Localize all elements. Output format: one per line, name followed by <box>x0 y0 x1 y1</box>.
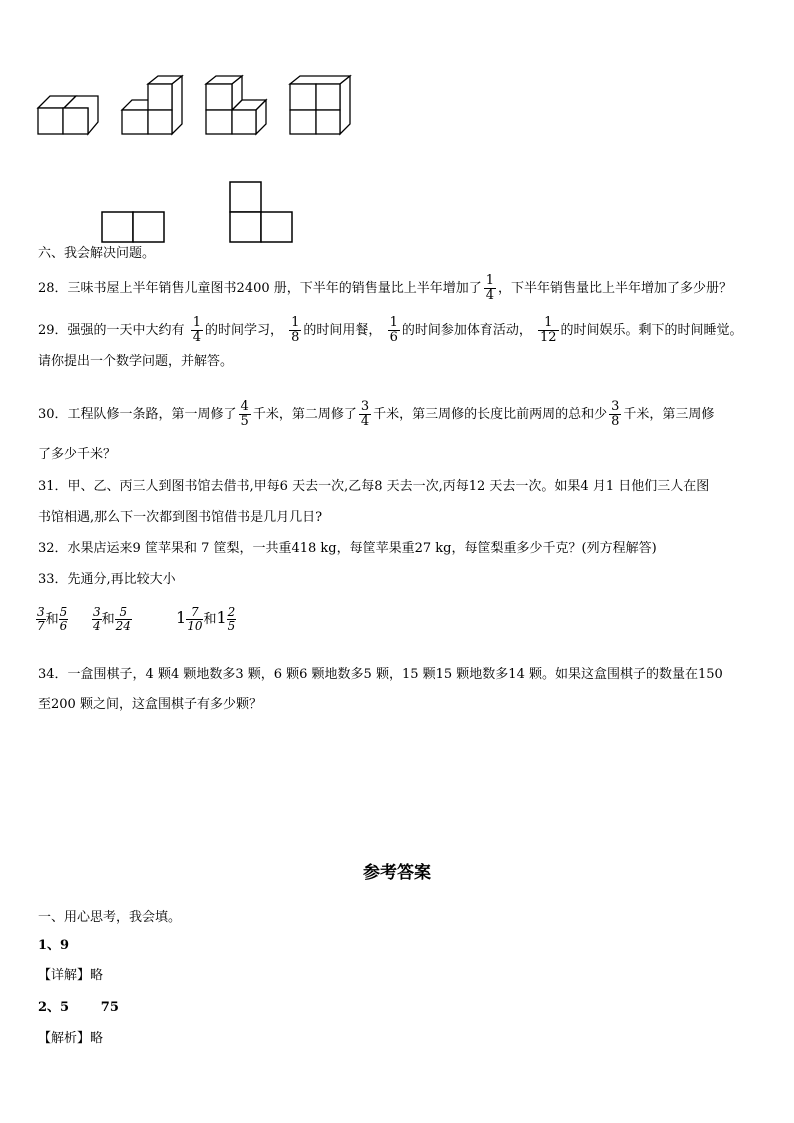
cube-figure-4 <box>288 74 352 138</box>
fraction: $\frac{1}{4}$ <box>192 315 201 345</box>
section-heading: 六、我会解决问题。 <box>38 246 156 261</box>
compare-pair-1: $\frac{3}{7}$ 和 $\frac{5}{6}$ <box>37 605 68 633</box>
question-34-line1: 34．一盒围棋子，4 颗4 颗地数多3 颗，6 颗6 颗地数多5 颗，15 颗15 颗地数多14 颗。如果这盒围棋子的数量在150 <box>38 667 723 682</box>
answer-2: 2、5 75 <box>38 1000 119 1015</box>
fraction: $\frac{1}{8}$ <box>291 315 300 345</box>
compare-pair-3: 1 $\frac{7}{10}$ 和1 $\frac{2}{5}$ <box>176 605 236 633</box>
question-34-line2: 至200 颗之间，这盒围棋子有多少颗？ <box>38 697 262 712</box>
cube-figure-3 <box>204 74 268 138</box>
view-two-squares <box>100 210 166 244</box>
fraction: $\frac{3}{8}$ <box>611 399 620 429</box>
answers-title: 参考答案 <box>363 863 431 883</box>
compare-pair-2: $\frac{3}{4}$ 和 $\frac{5}{24}$ <box>93 605 131 633</box>
question-30-line2: 了多少千米？ <box>38 447 117 462</box>
fraction: $\frac{1}{4}$ <box>485 273 495 303</box>
fraction: $\frac{3}{4}$ <box>360 399 370 429</box>
question-33: 33．先通分,再比较大小 <box>38 572 176 587</box>
fraction: $\frac{1}{6}$ <box>389 315 398 345</box>
answer-2-note: 【解析】略 <box>38 1031 104 1046</box>
cube-figure-2 <box>120 74 184 138</box>
fraction: $\frac{1}{12}$ <box>540 315 557 345</box>
question-31-line2: 书馆相遇,那么下一次都到图书馆借书是几月几日? <box>38 510 323 525</box>
question-28: 28．三味书屋上半年销售儿童图书2400 册，下半年的销售量比上半年增加了 $\frac{1}{4}$ ，下半年销售量比上半年增加了多少册？ <box>38 273 733 303</box>
cube-figure-1 <box>36 92 100 136</box>
question-32: 32．水果店运来9 筐苹果和 7 筐梨，一共重418 kg，每筐苹果重27 kg，每筐梨重多少千克？(列方程解答) <box>38 541 657 556</box>
question-30: 30．工程队修一条路，第一周修了 $\frac{4}{5}$ 千米，第二周修了 $\frac{3}{4}$ 千米，第三周修的长度比前两周的总和少 $\frac{3}{8}$ 千米，第三周修 <box>38 399 715 429</box>
question-29-line2: 请你提出一个数学问题，并解答。 <box>38 354 234 369</box>
question-31-line1: 31．甲、乙、丙三人到图书馆去借书,甲每6 天去一次,乙每8 天去一次,丙每12 天去一次。如果4 月1 日他们三人在图 <box>38 479 710 494</box>
answer-1: 1、9 <box>38 938 70 953</box>
answers-section-heading: 一、用心思考，我会填。 <box>38 910 182 925</box>
fraction: $\frac{4}{5}$ <box>240 399 249 429</box>
question-29: 29．强强的一天中大约有 $\frac{1}{4}$ 的时间学习， $\frac{1}{8}$ 的时间用餐， $\frac{1}{6}$ 的时间参加体育活动， $\frac{1}{12}$ 的时间娱乐。剩下的时间睡觉。 <box>38 315 743 345</box>
answer-1-note: 【详解】略 <box>38 968 104 983</box>
view-l-shape <box>228 180 294 244</box>
